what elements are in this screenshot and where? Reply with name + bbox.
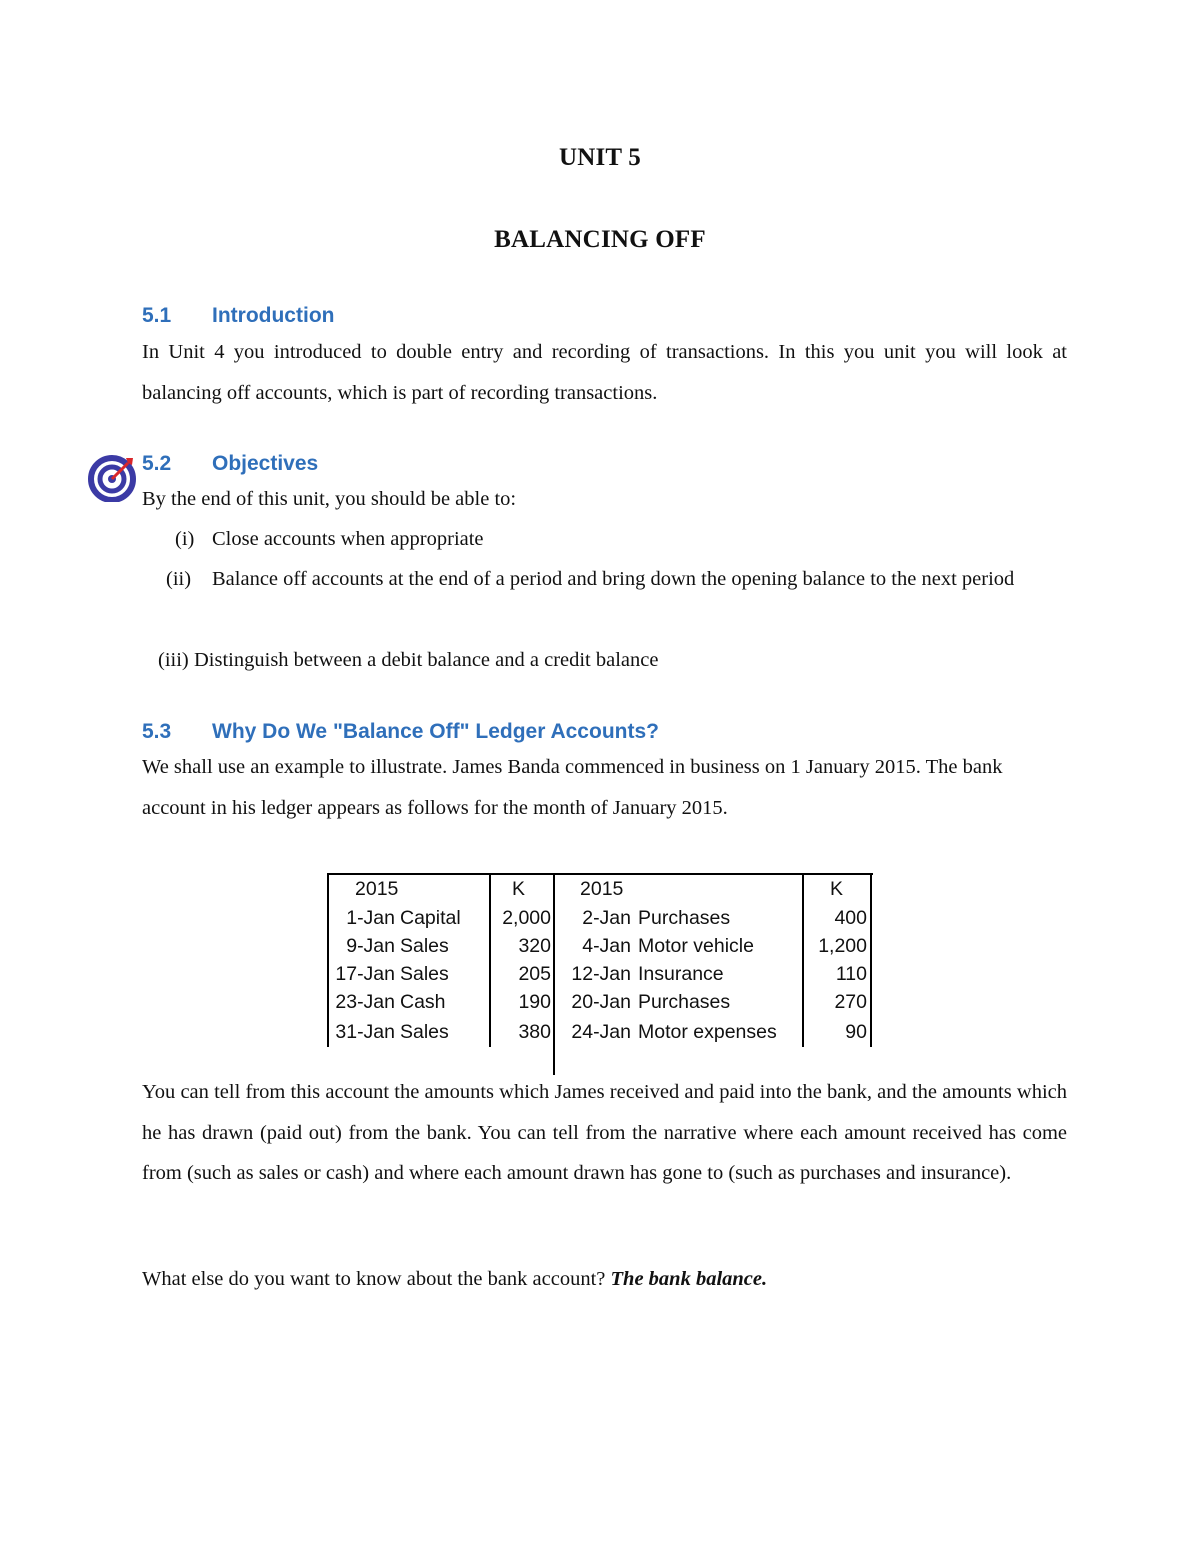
- bank-account-ledger: [327, 873, 873, 1075]
- debit-narrative: Sales: [400, 963, 449, 985]
- credit-amount: 270: [834, 991, 867, 1013]
- debit-date: 1-Jan: [346, 907, 395, 929]
- credit-date: 4-Jan: [582, 935, 631, 957]
- credit-amount: 1,200: [818, 935, 867, 957]
- objectives-lead: By the end of this unit, you should be able to:: [142, 488, 517, 510]
- explanation-paragraph: You can tell from this account the amounts which James received and paid into the bank, and the amounts which he has drawn (paid out) from the bank. You can tell from the narrative where each amount received has come from (such as sales or cash) and where each amount drawn has gone to (such as purchases and insurance).: [142, 1081, 1067, 1184]
- section-heading-why-balance-off: [142, 720, 659, 744]
- objective-marker: (ii): [166, 568, 192, 590]
- credit-narrative: Purchases: [638, 991, 731, 1013]
- debit-narrative: Sales: [400, 1021, 449, 1043]
- section-number: 5.3: [142, 720, 172, 743]
- credit-date: 20-Jan: [571, 991, 631, 1013]
- credit-narrative: Purchases: [638, 907, 731, 929]
- debit-date: 9-Jan: [346, 935, 395, 957]
- question-answer: The bank balance.: [610, 1268, 768, 1290]
- objective-text: Balance off accounts at the end of a period and bring down the opening balance to the next period: [212, 568, 1015, 590]
- ledger-right-rule: [870, 873, 872, 1047]
- credit-narrative: Motor expenses: [638, 1021, 777, 1043]
- section-heading-introduction: [142, 304, 334, 328]
- debit-date: 23-Jan: [335, 991, 395, 1013]
- objective-marker: (iii): [158, 649, 189, 671]
- section-title: Introduction: [212, 304, 335, 327]
- unit-subtitle: BALANCING OFF: [494, 226, 706, 253]
- question-text: What else do you want to know about the bank account?: [142, 1268, 611, 1290]
- why-paragraph: We shall use an example to illustrate. James Banda commenced in business on 1 January 2015. The bank account in his ledger appears as follows for the month of January 2015.: [142, 756, 1003, 819]
- objective-text: Distinguish between a debit balance and a credit balance: [194, 649, 659, 671]
- intro-paragraph: In Unit 4 you introduced to double entry and recording of transactions. In this you unit you will look at balancing off accounts, which is part of recording transactions.: [142, 341, 1067, 404]
- section-number: 5.1: [142, 304, 172, 327]
- debit-amount: 380: [518, 1021, 551, 1043]
- section-heading-objectives: [142, 452, 318, 476]
- unit-title: UNIT 5: [558, 144, 641, 171]
- credit-amount: 400: [834, 907, 867, 929]
- section-title: Objectives: [212, 452, 319, 475]
- debit-narrative: Sales: [400, 935, 449, 957]
- debit-amount: 190: [518, 991, 551, 1013]
- debit-amount: 320: [518, 935, 551, 957]
- credit-date: 2-Jan: [582, 907, 631, 929]
- debit-date: 31-Jan: [335, 1021, 395, 1043]
- section-number: 5.2: [142, 452, 172, 475]
- debit-year: 2015: [355, 878, 399, 900]
- credit-amount: 110: [835, 963, 867, 985]
- debit-narrative: Cash: [400, 991, 446, 1013]
- target-icon: [88, 452, 138, 502]
- objective-text: Close accounts when appropriate: [212, 528, 484, 550]
- debit-date: 17-Jan: [335, 963, 395, 985]
- credit-date: 24-Jan: [571, 1021, 631, 1043]
- credit-year: 2015: [580, 878, 624, 900]
- objective-marker: (i): [175, 528, 195, 550]
- credit-currency: K: [830, 878, 844, 900]
- credit-narrative: Insurance: [638, 963, 724, 985]
- debit-currency: K: [512, 878, 526, 900]
- section-title: Why Do We "Balance Off" Ledger Accounts?: [212, 720, 659, 743]
- debit-narrative: Capital: [400, 907, 461, 929]
- credit-narrative: Motor vehicle: [638, 935, 754, 957]
- debit-amount: 205: [518, 963, 551, 985]
- question-line: [142, 1259, 1067, 1300]
- credit-date: 12-Jan: [571, 963, 631, 985]
- credit-amount: 90: [845, 1021, 867, 1043]
- debit-amount: 2,000: [502, 907, 551, 929]
